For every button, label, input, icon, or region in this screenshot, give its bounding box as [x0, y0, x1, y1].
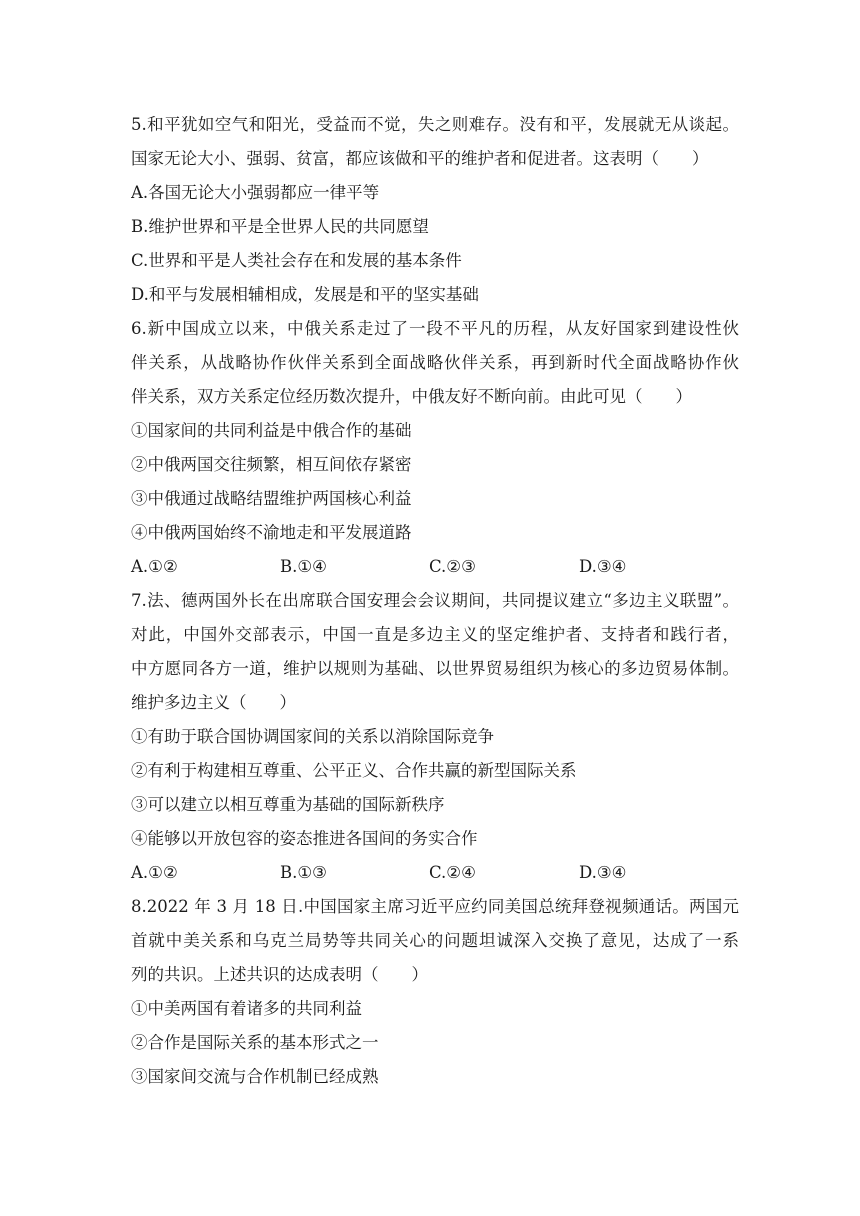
statement-2: ②中俄两国交往频繁，相互间依存紧密 [131, 455, 412, 474]
option-a: A.各国无论大小强弱都应一律平等 [131, 183, 380, 202]
question-stem-line: 伴关系，双方关系定位经历数次提升，中俄友好不断向前。由此可见（ ） [131, 387, 692, 406]
statement-1: ①国家间的共同利益是中俄合作的基础 [131, 421, 412, 440]
choice-c: C.②③ [429, 557, 476, 576]
answer-choices [131, 550, 739, 584]
option-d: D.和平与发展相辅相成，发展是和平的坚实基础 [131, 285, 479, 304]
statement-3: ③国家间交流与合作机制已经成熟 [131, 1067, 379, 1086]
question-8 [131, 890, 739, 1094]
choice-a: A.①② [131, 557, 178, 576]
question-stem-line: 中方愿同各方一道，维护以规则为基础、以世界贸易组织为核心的多边贸易体制。 [131, 659, 739, 678]
statement-3: ③可以建立以相互尊重为基础的国际新秩序 [131, 795, 445, 814]
question-stem-line: 首就中美关系和乌克兰局势等共同关心的问题坦诚深入交换了意见，达成了一系 [131, 931, 739, 950]
choice-b: B.①④ [280, 557, 327, 576]
question-stem-line: 7.法、德两国外长在出席联合国安理会会议期间，共同提议建立“多边主义联盟”。 [131, 591, 739, 610]
question-7 [131, 584, 739, 890]
choice-b: B.①③ [280, 863, 327, 882]
answer-choices [131, 856, 739, 890]
choice-d: D.③④ [579, 557, 627, 576]
question-stem-line: 对此，中国外交部表示，中国一直是多边主义的坚定维护者、支持者和践行者， [131, 625, 739, 644]
choice-c: C.②④ [429, 863, 476, 882]
statement-2: ②合作是国际关系的基本形式之一 [131, 1033, 379, 1052]
option-c: C.世界和平是人类社会存在和发展的基本条件 [131, 251, 462, 270]
question-stem-line: 8.2022 年 3 月 18 日.中国国家主席习近平应约同美国总统拜登视频通话。两国元 [131, 897, 739, 916]
statement-1: ①有助于联合国协调国家间的关系以消除国际竞争 [131, 727, 494, 746]
option-b: B.维护世界和平是全世界人民的共同愿望 [131, 217, 429, 236]
question-stem-line: 维护多边主义（ ） [131, 693, 296, 712]
question-stem-line: 伴关系，从战略协作伙伴关系到全面战略伙伴关系，再到新时代全面战略协作伙 [131, 353, 739, 372]
question-stem-line: 5.和平犹如空气和阳光，受益而不觉，失之则难存。没有和平，发展就无从谈起。 [131, 115, 739, 134]
question-stem-line: 列的共识。上述共识的达成表明（ ） [131, 965, 428, 984]
statement-1: ①中美两国有着诸多的共同利益 [131, 999, 362, 1018]
statement-4: ④能够以开放包容的姿态推进各国间的务实合作 [131, 829, 478, 848]
question-5 [131, 108, 739, 312]
statement-3: ③中俄通过战略结盟维护两国核心利益 [131, 489, 412, 508]
question-stem-line: 国家无论大小、强弱、贫富，都应该做和平的维护者和促进者。这表明（ ） [131, 149, 709, 168]
choice-a: A.①② [131, 863, 178, 882]
question-stem-line: 6.新中国成立以来，中俄关系走过了一段不平凡的历程，从友好国家到建设性伙 [131, 319, 739, 338]
statement-2: ②有利于构建相互尊重、公平正义、合作共赢的新型国际关系 [131, 761, 577, 780]
question-6 [131, 312, 739, 584]
statement-4: ④中俄两国始终不渝地走和平发展道路 [131, 523, 412, 542]
choice-d: D.③④ [579, 863, 627, 882]
exam-page [131, 108, 739, 1094]
